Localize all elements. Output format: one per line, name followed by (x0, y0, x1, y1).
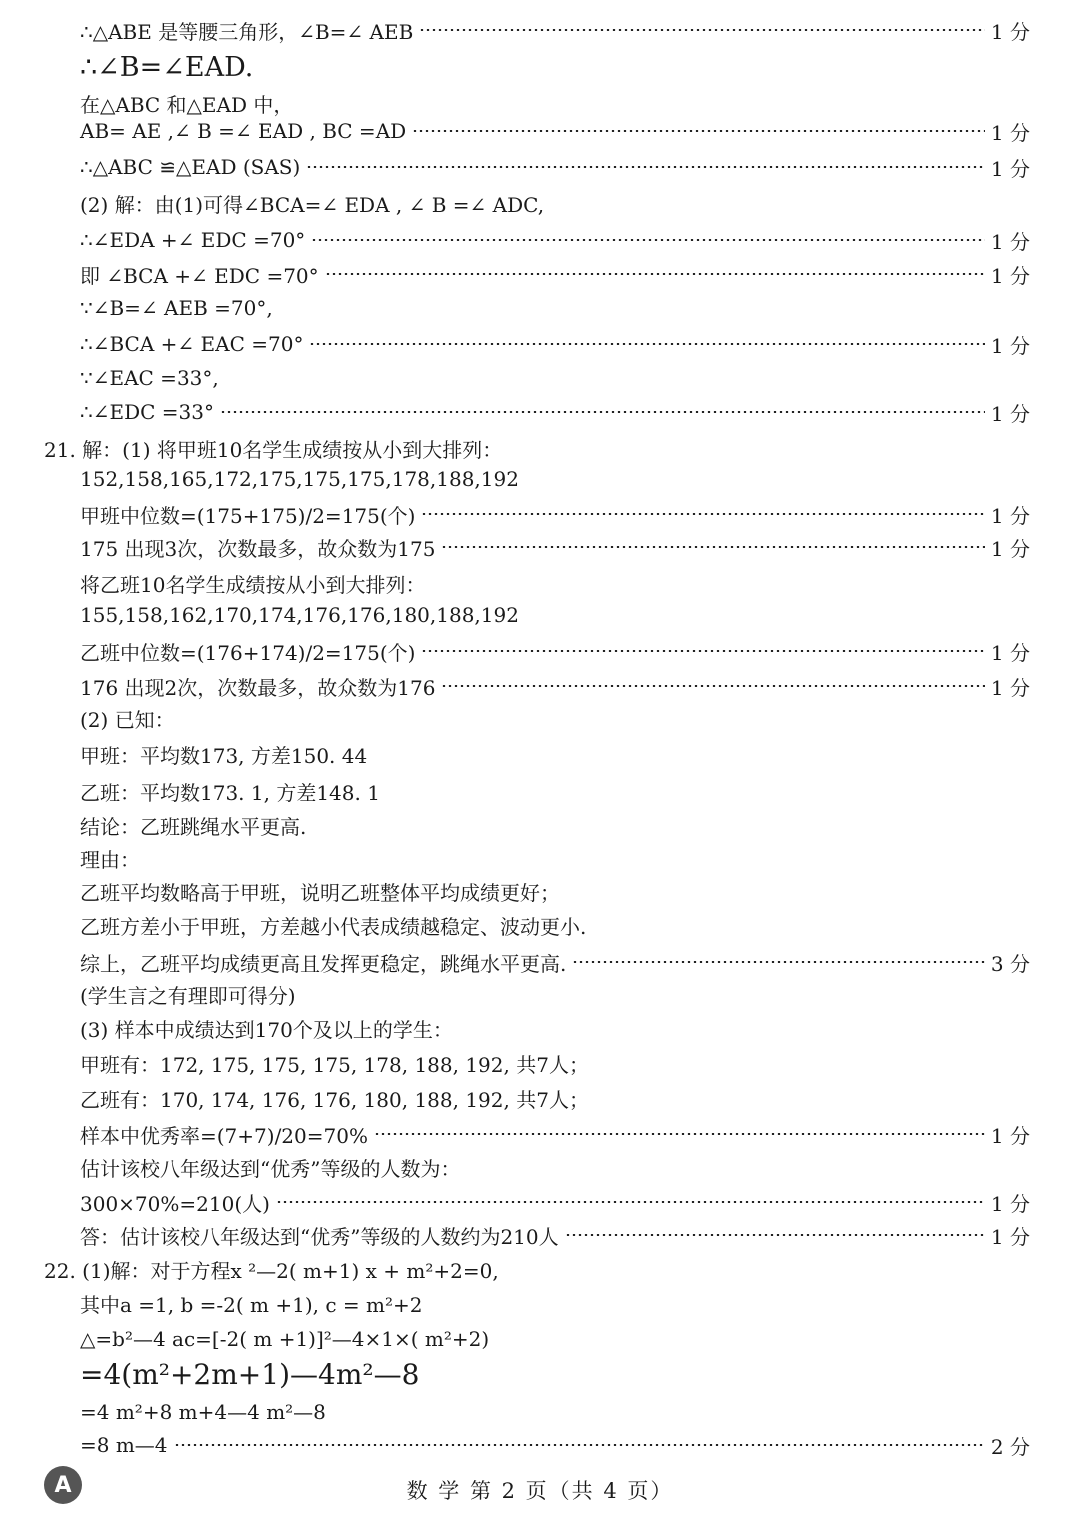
leader-dots (412, 130, 985, 132)
page-number-label: 数 学 第 2 页（共 4 页） (406, 1479, 674, 1503)
leader-dots (441, 546, 984, 548)
leader-dots (572, 961, 985, 963)
leader-dots (276, 1201, 985, 1203)
answer-line: (学生言之有理即可得分) (80, 983, 296, 1008)
answer-line: ∵∠B=∠ AEB =70°, (80, 296, 273, 320)
answer-line: 乙班：平均数173. 1, 方差148. 1 (80, 780, 380, 805)
answer-line: 300×70%=210(人) 1 分 (80, 1185, 1030, 1219)
answer-line: 175 出现3次，次数最多，故众数为175 1 分 (80, 530, 1030, 564)
leader-dots (421, 513, 984, 515)
score-label: 2 分 (990, 1434, 1030, 1459)
answer-line: 估计该校八年级达到“优秀”等级的人数为： (80, 1156, 461, 1181)
leader-dots (374, 1133, 985, 1135)
score-label: 1 分 (990, 333, 1030, 358)
score-label: 1 分 (990, 1191, 1030, 1216)
score-label: 1 分 (990, 229, 1030, 254)
leader-dots (311, 239, 985, 241)
answer-line: 乙班方差小于甲班，方差越小代表成绩越稳定、波动更小. (80, 914, 587, 939)
answer-line: 乙班有：170, 174, 176, 176, 180, 188, 192, 共7人； (80, 1087, 589, 1112)
answer-line: ∴∠EDC =33° 1 分 (80, 395, 1030, 429)
leader-dots (565, 1234, 985, 1236)
answer-line: 在△ABC 和△EAD 中， (80, 92, 294, 117)
leader-dots (306, 166, 985, 168)
score-label: 1 分 (990, 263, 1030, 288)
leader-dots (441, 685, 984, 687)
answer-line: 其中a =1, b =-2( m +1), c = m²+2 (80, 1292, 423, 1317)
score-label: 3 分 (990, 951, 1030, 976)
answer-line: 22. (1)解：对于方程x ²—2( m+1) x + m²+2=0, (44, 1258, 499, 1283)
answer-line: 甲班中位数=(175+175)/2=175(个) 1 分 (80, 497, 1030, 531)
answer-line: 答：估计该校八年级达到“优秀”等级的人数约为210人 1 分 (80, 1218, 1030, 1252)
answer-line: 综上，乙班平均成绩更高且发挥更稳定，跳绳水平更高. 3 分 (80, 945, 1030, 979)
answer-line: △=b²—4 ac=[-2( m +1)]²—4×1×( m²+2) (80, 1327, 490, 1351)
answer-line: (2) 解：由(1)可得∠BCA=∠ EDA , ∠ B =∠ ADC, (80, 192, 545, 217)
leader-dots (325, 273, 985, 275)
leader-dots (174, 1444, 985, 1446)
score-label: 1 分 (990, 401, 1030, 426)
answer-line: AB= AE ,∠ B =∠ EAD , BC =AD 1 分 (80, 114, 1030, 148)
answer-line: 乙班中位数=(176+174)/2=175(个) 1 分 (80, 634, 1030, 668)
answer-line: ∴∠B=∠EAD. (80, 51, 254, 83)
version-badge: A (44, 1466, 82, 1504)
score-label: 1 分 (990, 120, 1030, 145)
answer-line: ∴△ABE 是等腰三角形，∠B=∠ AEB 1 分 (80, 13, 1030, 47)
leader-dots (309, 343, 984, 345)
score-label: 1 分 (990, 1224, 1030, 1249)
score-label: 1 分 (990, 503, 1030, 528)
score-label: 1 分 (990, 156, 1030, 181)
answer-line: =4(m²+2m+1)—4m²—8 (80, 1357, 420, 1391)
score-label: 1 分 (990, 675, 1030, 700)
answer-line: ∴△ABC ≌△EAD (SAS) 1 分 (80, 150, 1030, 184)
answer-line: 155,158,162,170,174,176,176,180,188,192 (80, 603, 519, 627)
answer-line: ∴∠EDA +∠ EDC =70° 1 分 (80, 223, 1030, 257)
answer-line: 结论：乙班跳绳水平更高. (80, 814, 307, 839)
answer-line: 176 出现2次，次数最多，故众数为176 1 分 (80, 669, 1030, 703)
score-label: 1 分 (990, 19, 1030, 44)
answer-line: 乙班平均数略高于甲班，说明乙班整体平均成绩更好； (80, 880, 560, 905)
leader-dots (421, 650, 984, 652)
score-label: 1 分 (990, 1123, 1030, 1148)
page-footer (0, 1472, 1080, 1508)
answer-line: =8 m—4 2 分 (80, 1428, 1030, 1462)
answer-line: 理由： (80, 847, 140, 872)
answer-line: 样本中优秀率=(7+7)/20=70% 1 分 (80, 1117, 1030, 1151)
answer-line: (3) 样本中成绩达到170个及以上的学生： (80, 1017, 453, 1042)
answer-line: =4 m²+8 m+4—4 m²—8 (80, 1400, 326, 1424)
leader-dots (220, 411, 985, 413)
leader-dots (419, 29, 985, 31)
answer-line: 即 ∠BCA +∠ EDC =70° 1 分 (80, 257, 1030, 291)
answer-line: 152,158,165,172,175,175,175,178,188,192 (80, 467, 519, 491)
answer-line: 21. 解：(1) 将甲班10名学生成绩按从小到大排列： (44, 437, 503, 462)
answer-line: 将乙班10名学生成绩按从小到大排列： (80, 572, 426, 597)
answer-line: (2) 已知： (80, 707, 175, 732)
answer-line: 甲班：平均数173, 方差150. 44 (80, 743, 368, 768)
answer-line: ∵∠EAC =33°, (80, 366, 219, 390)
answer-line: 甲班有：172, 175, 175, 175, 178, 188, 192, 共7人； (80, 1052, 589, 1077)
score-label: 1 分 (990, 536, 1030, 561)
score-label: 1 分 (990, 640, 1030, 665)
answer-line: ∴∠BCA +∠ EAC =70° 1 分 (80, 327, 1030, 361)
